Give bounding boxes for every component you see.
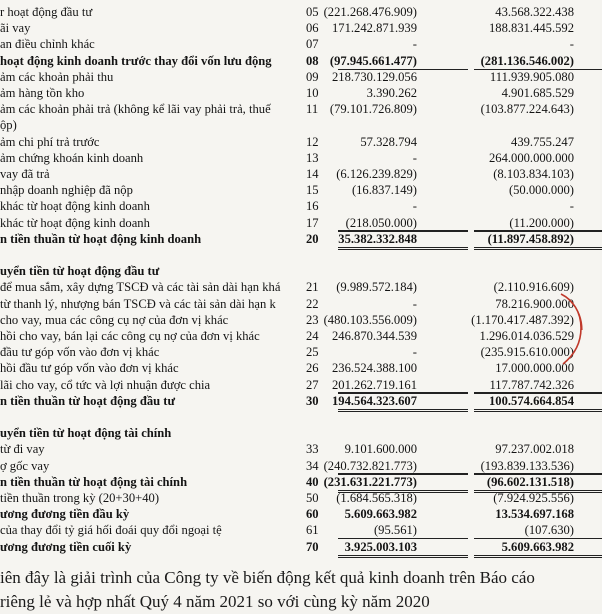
row-code: 23: [306, 312, 319, 327]
row-code: 07: [306, 37, 319, 52]
row-current-period: 3.925.003.103: [344, 539, 417, 554]
row-current-period: (95.561): [373, 523, 417, 538]
statement-row: [0, 117, 600, 133]
row-label: cho vay, mua các công cụ nợ của đơn vị khác: [0, 312, 229, 327]
row-label: từ thanh lý, nhượng bán TSCĐ và các tài sản dài hạn k: [0, 296, 276, 311]
row-current-period: (79.101.726.809): [329, 102, 417, 117]
row-code: 13: [306, 150, 319, 165]
statement-row: [0, 263, 600, 279]
subtotal-rule: [338, 555, 468, 556]
row-current-period: 35.382.332.848: [338, 231, 417, 246]
subtotal-rule: [474, 230, 602, 231]
row-code: 15: [306, 183, 319, 198]
subtotal-rule: [338, 409, 468, 410]
subtotal-rule: [474, 492, 602, 493]
statement-row: [0, 198, 600, 214]
statement-row: [0, 279, 600, 295]
statement-row: [0, 4, 600, 20]
row-current-period: (1.684.565.318): [336, 491, 417, 505]
subtotal-rule: [338, 247, 468, 248]
row-current-period: (221.268.476.909): [323, 5, 417, 19]
row-label: tiền thuần trong kỳ (20+30+40): [0, 491, 160, 505]
row-current-period: (6.126.239.829): [336, 167, 417, 181]
statement-row: [0, 69, 600, 85]
row-current-period: 3.390.262: [366, 86, 417, 100]
row-prior-period: 1.296.014.036.529: [479, 329, 574, 343]
row-code: 09: [306, 69, 319, 84]
row-prior-period: 13.534.697.168: [495, 507, 574, 522]
row-current-period: (218.050.000): [345, 215, 417, 230]
row-current-period: 171.242.871.939: [331, 21, 417, 36]
row-code: 26: [306, 361, 319, 376]
subtotal-rule: [474, 411, 602, 412]
subtotal-rule: [474, 409, 602, 410]
statement-row: [0, 231, 600, 247]
row-code: 34: [306, 458, 319, 473]
statement-row: [0, 474, 600, 490]
row-label: từ đi vay: [0, 442, 45, 457]
subtotal-rule: [338, 492, 468, 493]
row-label: n tiền thuần từ hoạt động tài chính: [0, 474, 188, 489]
row-current-period: 5.609.663.982: [344, 507, 417, 522]
row-code: 60: [306, 507, 319, 522]
row-current-period: -: [412, 150, 417, 165]
explanation-text: iên đây là giải trình của Công ty về biến động kết quả kinh doanh trên Báo cáo: [0, 568, 535, 587]
statement-row: [0, 425, 600, 441]
row-prior-period: 97.237.002.018: [495, 442, 574, 457]
row-label: ợ gốc vay: [0, 458, 50, 473]
statement-row: [0, 539, 600, 555]
row-label: r hoạt động đầu tư: [0, 5, 93, 19]
row-code: 40: [306, 474, 319, 489]
row-label: an điều chỉnh khác: [0, 37, 95, 52]
row-current-period: -: [412, 296, 417, 311]
row-label: nhập doanh nghiệp đã nộp: [0, 183, 133, 198]
subtotal-rule: [338, 69, 468, 70]
row-label: khác từ hoạt động kinh doanh: [0, 199, 150, 214]
statement-row: [0, 215, 600, 231]
row-current-period: 246.870.344.539: [331, 329, 417, 343]
subtotal-rule: [338, 490, 468, 491]
row-code: 12: [306, 134, 319, 149]
statement-row: [0, 101, 600, 117]
statement-row: [0, 344, 600, 360]
row-label: ảm chi phí trả trước: [0, 134, 100, 149]
subtotal-rule: [474, 473, 602, 474]
subtotal-rule: [338, 392, 468, 393]
row-code: 08: [306, 53, 319, 68]
row-prior-period: (193.839.133.536): [480, 458, 574, 473]
row-current-period: 218.730.129.056: [331, 69, 417, 84]
row-current-period: (9.989.572.184): [336, 280, 417, 295]
red-pen-annotation: [555, 290, 595, 368]
statement-row: [0, 441, 600, 457]
row-code: 50: [306, 491, 319, 505]
row-current-period: 236.524.388.100: [331, 361, 417, 376]
statement-row: [0, 166, 600, 182]
row-code: 27: [306, 377, 319, 392]
row-prior-period: 439.755.247: [511, 134, 574, 149]
statement-row: [0, 36, 600, 52]
row-label: hoạt động kinh doanh trước thay đổi vốn lưu động: [0, 53, 272, 68]
row-prior-period: (281.136.546.002): [480, 53, 574, 68]
row-current-period: -: [412, 199, 417, 214]
row-code: 17: [306, 215, 319, 230]
subtotal-rule: [474, 490, 602, 491]
row-code: 11: [306, 102, 319, 117]
statement-row: [0, 85, 600, 101]
row-label: ảm hàng tồn kho: [0, 86, 85, 100]
row-prior-period: 264.000.000.000: [488, 150, 574, 165]
row-prior-period: 78.216.900.000: [495, 296, 574, 311]
row-label: vay đã trả: [0, 167, 50, 181]
row-current-period: -: [412, 37, 417, 52]
explanation-text-cut: riêng lẻ và hợp nhất Quý 4 năm 2021 so với cùng kỳ năm 2020: [0, 592, 430, 611]
statement-row: [0, 328, 600, 344]
row-current-period: -: [412, 345, 417, 360]
row-label: ảm các khoản phải trả (không kể lãi vay phải trả, thuế: [0, 102, 271, 117]
row-prior-period: 5.609.663.982: [501, 539, 574, 554]
row-code: 30: [306, 393, 319, 408]
subtotal-rule: [474, 538, 602, 539]
subtotal-rule: [474, 555, 602, 556]
subtotal-rule: [474, 249, 602, 250]
row-label: để mua sắm, xây dựng TSCĐ và các tài sản dài hạn khá: [0, 280, 281, 295]
row-label: n tiền thuần từ hoạt động đầu tư: [0, 393, 176, 408]
row-code: 14: [306, 167, 319, 181]
row-prior-period: (235.915.610.000): [480, 345, 574, 360]
subtotal-rule: [338, 249, 468, 250]
row-code: 16: [306, 199, 319, 214]
row-label: lãi cho vay, cổ tức và lợi nhuận được chia: [0, 377, 211, 392]
row-prior-period: -: [569, 199, 574, 214]
row-prior-period: (2.110.916.609): [493, 280, 574, 295]
subtotal-rule: [474, 247, 602, 248]
statement-row: [0, 522, 600, 538]
subtotal-rule: [338, 411, 468, 412]
row-label: ãi vay: [0, 21, 31, 36]
statement-row: [0, 20, 600, 36]
row-code: 70: [306, 539, 319, 554]
row-current-period: (16.837.149): [351, 183, 417, 198]
statement-row: [0, 506, 600, 522]
row-current-period: (480.103.556.009): [323, 312, 417, 327]
row-prior-period: -: [569, 37, 574, 52]
row-prior-period: 188.831.445.592: [488, 21, 574, 36]
row-current-period: 9.101.600.000: [344, 442, 417, 457]
row-code: 61: [306, 523, 319, 538]
row-code: 06: [306, 21, 319, 36]
row-code: 21: [306, 280, 319, 295]
row-code: 33: [306, 442, 319, 457]
row-code: 20: [306, 231, 319, 246]
row-label: hồi cho vay, bán lại các công cụ nợ của đơn vị khác: [0, 329, 260, 343]
subtotal-rule: [338, 230, 468, 231]
row-prior-period: 111.939.905.080: [489, 69, 574, 84]
row-current-period: 57.328.794: [360, 134, 417, 149]
subtotal-rule: [474, 557, 602, 558]
row-label: khác từ hoạt động kinh doanh: [0, 215, 150, 230]
subtotal-rule: [474, 392, 602, 393]
row-label: uyển tiền từ hoạt động tài chính: [0, 426, 172, 441]
row-prior-period: 4.901.685.529: [501, 86, 574, 100]
subtotal-rule: [338, 473, 468, 474]
row-prior-period: (1.170.417.487.392): [471, 312, 574, 327]
row-current-period: 201.262.719.161: [331, 377, 417, 392]
row-code: 05: [306, 5, 319, 19]
subtotal-rule: [474, 69, 602, 70]
statement-row: [0, 393, 600, 409]
row-prior-period: 117.787.742.326: [489, 377, 574, 392]
row-label: ương đương tiền cuối kỳ: [0, 539, 132, 554]
statement-row: [0, 296, 600, 312]
statement-row: [0, 377, 600, 393]
statement-row: [0, 134, 600, 150]
subtotal-rule: [338, 557, 468, 558]
row-prior-period: (103.877.224.643): [480, 102, 574, 117]
statement-row: [0, 53, 600, 69]
row-prior-period: (96.602.131.518): [486, 474, 574, 489]
row-label: n tiền thuần từ hoạt động kinh doanh: [0, 231, 202, 246]
row-prior-period: (11.897.458.892): [487, 231, 574, 246]
row-label: ảm chứng khoán kinh doanh: [0, 150, 144, 165]
row-label: ộp): [0, 118, 17, 133]
row-label: uyển tiền từ hoạt động đầu tư: [0, 264, 160, 279]
row-label: ảm các khoản phải thu: [0, 69, 114, 84]
row-label: đầu tư góp vốn vào đơn vị khác: [0, 345, 160, 360]
row-code: 24: [306, 329, 319, 343]
row-code: 10: [306, 86, 319, 100]
row-prior-period: (11.200.000): [509, 215, 574, 230]
statement-row: [0, 360, 600, 376]
statement-row: [0, 150, 600, 166]
statement-row: [0, 458, 600, 474]
row-current-period: 194.564.323.607: [331, 393, 417, 408]
row-prior-period: (8.103.834.103): [493, 167, 574, 181]
row-prior-period: (50.000.000): [508, 183, 574, 198]
row-current-period: (240.732.821.773): [323, 458, 417, 473]
row-prior-period: 17.000.000.000: [495, 361, 574, 376]
row-prior-period: 43.568.322.438: [495, 5, 574, 19]
row-label: của thay đổi tỷ giá hối đoái quy đổi ngoại tệ: [0, 523, 222, 538]
row-label: hồi đầu tư góp vốn vào đơn vị khác: [0, 361, 179, 376]
row-current-period: (97.945.661.477): [329, 53, 417, 68]
statement-row: [0, 312, 600, 328]
row-prior-period: (107.630): [524, 523, 574, 538]
row-current-period: (231.631.221.773): [323, 474, 417, 489]
row-code: 25: [306, 345, 319, 360]
subtotal-rule: [338, 538, 468, 539]
row-label: ương đương tiền đầu kỳ: [0, 507, 130, 522]
row-prior-period: 100.574.664.854: [488, 393, 574, 408]
statement-row: [0, 182, 600, 198]
row-prior-period: (7.924.925.556): [493, 491, 574, 505]
row-code: 22: [306, 296, 319, 311]
